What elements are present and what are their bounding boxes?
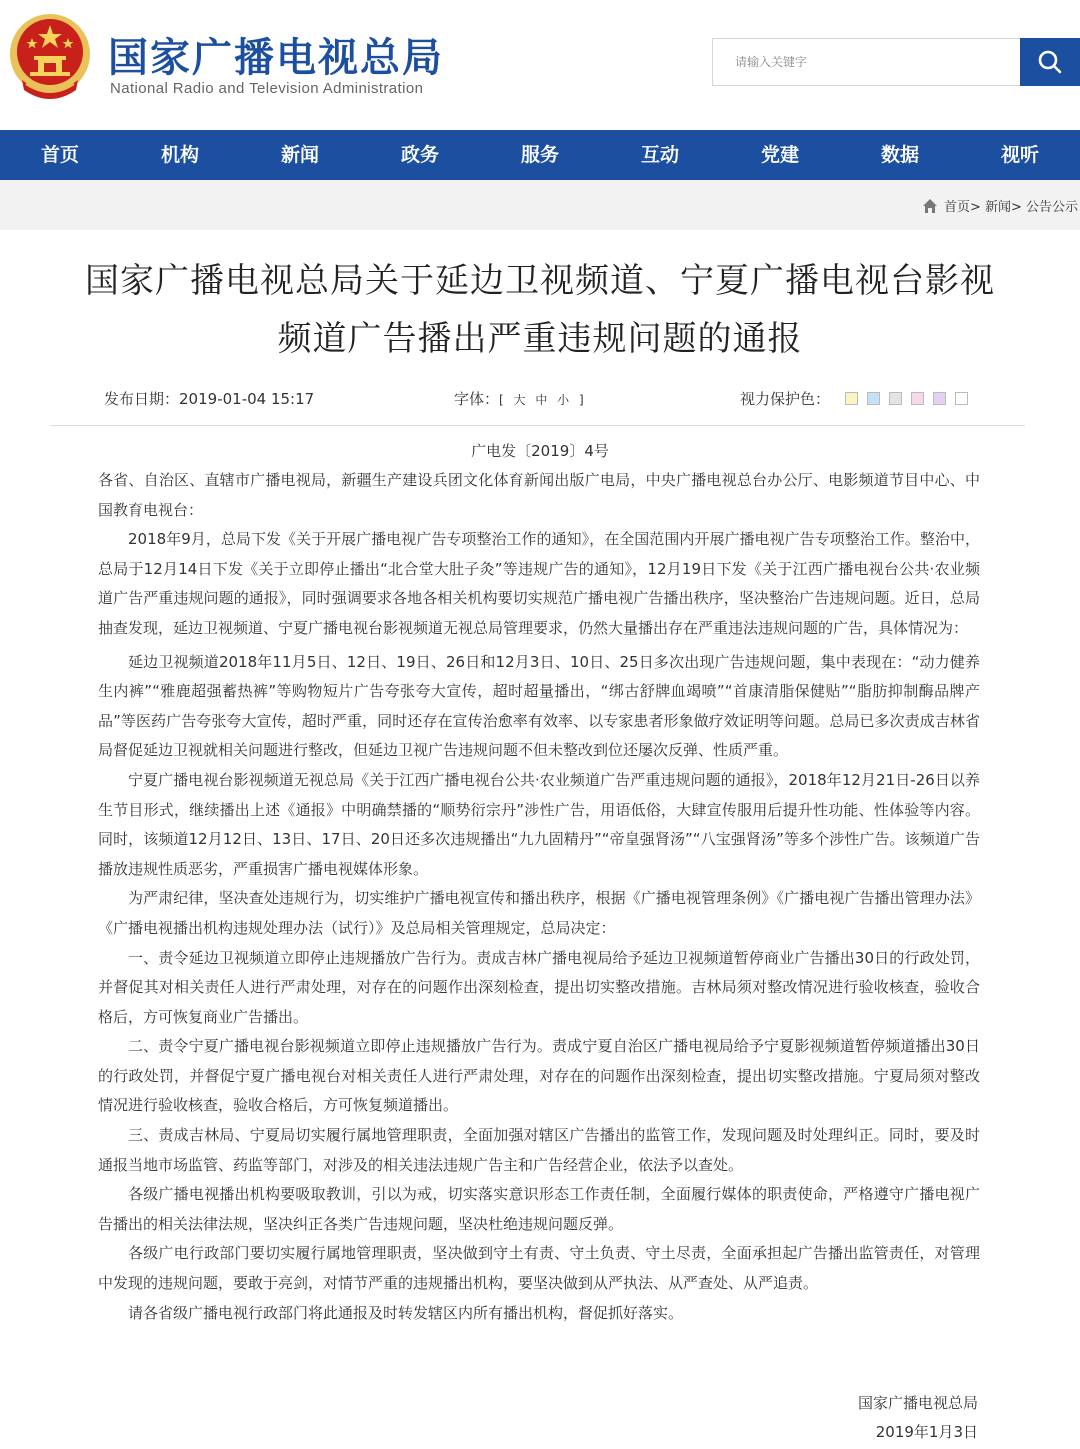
signature-organization: 国家广播电视总局 xyxy=(857,1394,978,1412)
article-title xyxy=(40,252,1040,368)
paragraph: 请各省级广播电视行政部门将此通报及时转发辖区内所有播出机构，督促抓好落实。 xyxy=(128,1303,684,1322)
swatch-purple[interactable] xyxy=(933,392,946,405)
breadcrumb-text[interactable]: 首页> 新闻> 公告公示 xyxy=(943,200,1078,215)
site-header xyxy=(0,0,1080,130)
publish-date-value: 2019-01-04 15:17 xyxy=(179,390,315,408)
article-body xyxy=(98,466,980,1328)
national-emblem-icon[interactable] xyxy=(8,10,92,106)
eye-protection-label: 视力保护色： xyxy=(740,390,831,408)
document-number: 广电发〔2019〕4号 xyxy=(471,442,609,460)
swatch-white[interactable] xyxy=(955,392,968,405)
publish-date xyxy=(104,388,314,409)
nav-item-interaction[interactable]: 互动 xyxy=(640,144,679,166)
nav-item-data[interactable]: 数据 xyxy=(880,144,919,166)
swatch-yellow[interactable] xyxy=(845,392,858,405)
paragraph: 各级广电行政部门要切实履行属地管理职责，坚决做到守土有责、守土负责、守土尽责，全面承担起广告播出监管责任，对管理中发现的违规问题，要敢于亮剑，对情节严重的违规播出机构，要坚决做到从严执法、从严查处、从严追责。 xyxy=(98,1244,980,1293)
paragraph: 三、责成吉林局、宁夏局切实履行属地管理职责，全面加强对辖区广告播出的监管工作，发现问题及时处理纠正。同时，要及时通报当地市场监管、药监等部门，对涉及的相关违法违规广告主和广告经营企业，依法予以查处。 xyxy=(98,1126,980,1174)
paragraph: 延边卫视频道2018年11月5日、12日、19日、26日和12月3日、10日、25日多次出现广告违规问题，集中表现在：“动力健养生内裤”“雅鹿超强蓄热裤”等购物短片广告夸张夸大宣传，超时超量播出，“绑古舒牌血竭喷”“首康清脂保健贴”“脂肪抑制酶品牌产品”等医药广告夸张夸大宣传，超时严重，同时还存在宣传治愈率有效率、以专家患者形象做疗效证明等问题。总局已多次责成吉林省局督促延边卫视就相关问题进行整改，但延边卫视广告违规问题不但未整改到位还屡次反弹、性质严重。 xyxy=(98,652,980,760)
search-button[interactable] xyxy=(1020,38,1080,86)
nav-item-services[interactable]: 服务 xyxy=(520,144,559,166)
divider xyxy=(50,425,1025,426)
swatch-gray[interactable] xyxy=(889,392,902,405)
paragraph: 宁夏广播电视台影视频道无视总局《关于江西广播电视台公共·农业频道广告严重违规问题的通报》，2018年12月21日-26日以养生节目形式，继续播出上述《通报》中明确禁播的“顺势衍宗丹”涉性广告，用语低俗，大肆宣传服用后提升性功能、性体验等内容。同时，该频道12月12日、13日、17日、20日还多次违规播出“九九固精丹”“帝皇强肾汤”“八宝强肾汤”等多个涉性广告。该频道广告播放违规性质恶劣，严重损害广播电视媒体形象。 xyxy=(98,770,980,878)
home-icon xyxy=(922,198,938,214)
nav-item-organization[interactable]: 机构 xyxy=(160,144,199,166)
paragraph: 各级广播电视播出机构要吸取教训，引以为戒，切实落实意识形态工作责任制，全面履行媒体的职责使命，严格遵守广播电视广告播出的相关法律法规，坚决纠正各类广告违规问题，坚决杜绝违规问题反弹。 xyxy=(98,1185,980,1233)
nav-item-audiovisual[interactable]: 视听 xyxy=(1000,144,1039,166)
nav-item-party-building[interactable]: 党建 xyxy=(760,144,799,166)
font-size-options[interactable]: [ 大 中 小 ] xyxy=(499,393,587,407)
nav-item-home[interactable]: 首页 xyxy=(40,144,79,166)
article-title-line-1: 国家广播电视总局关于延边卫视频道、宁夏广播电视台影视 xyxy=(85,261,995,301)
color-swatches xyxy=(836,392,968,405)
site-subtitle: National Radio and Television Administration xyxy=(110,80,424,97)
main-nav xyxy=(0,130,1080,180)
swatch-blue[interactable] xyxy=(867,392,880,405)
search-input[interactable] xyxy=(733,39,1017,85)
font-size-control xyxy=(454,388,587,409)
breadcrumb xyxy=(922,196,1078,215)
article-title-line-2: 频道广告播出严重违规问题的通报 xyxy=(277,319,803,359)
swatch-pink[interactable] xyxy=(911,392,924,405)
search-box xyxy=(712,38,1020,86)
publish-date-label: 发布日期： xyxy=(104,390,180,408)
salutation: 各省、自治区、直辖市广播电视局，新疆生产建设兵团文化体育新闻出版广电局，中央广播电视总台办公厅、电影频道节目中心、中国教育电视台： xyxy=(98,471,980,519)
eye-protection-colors xyxy=(740,388,968,409)
site-title[interactable]: 国家广播电视总局 xyxy=(108,35,444,81)
paragraph: 二、责令宁夏广播电视台影视频道立即停止违规播放广告行为。责成宁夏自治区广播电视局给予宁夏影视频道暂停频道播出30日的行政处罚，并督促宁夏广播电视台对相关责任人进行严肃处理，对存在的问题作出深刻检查，提出切实整改措施。宁夏局须对整改情况进行验收核查，验收合格后，方可恢复频道播出。 xyxy=(98,1037,980,1115)
font-size-label: 字体： xyxy=(454,390,500,408)
nav-item-government-affairs[interactable]: 政务 xyxy=(400,144,439,166)
paragraph: 一、责令延边卫视频道立即停止违规播放广告行为。责成吉林广播电视局给予延边卫视频道暂停商业广告播出30日的行政处罚，并督促其对相关责任人进行严肃处理，对存在的问题作出深刻检查，提出切实整改措施。吉林局须对整改情况进行验收核查，验收合格后，方可恢复商业广告播出。 xyxy=(98,948,980,1026)
paragraph: 2018年9月，总局下发《关于开展广播电视广告专项整治工作的通知》，在全国范围内开展广播电视广告专项整治工作。整治中，总局于12月14日下发《关于立即停止播出“北合堂大肚子灸”等违规广告的通知》，12月19日下发《关于江西广播电视台公共·农业频道广告严重违规问题的通报》，同时强调要求各地各相关机构要切实规范广播电视广告播出秩序，坚决整治广告违规问题。近日，总局抽查发现，延边卫视频道、宁夏广播电视台影视频道无视总局管理要求，仍然大量播出存在严重违法违规问题的广告，具体情况为： xyxy=(98,530,980,637)
paragraph: 为严肃纪律，坚决查处违规行为，切实维护广播电视宣传和播出秩序，根据《广播电视管理条例》《广播电视广告播出管理办法》《广播电视播出机构违规处理办法（试行）》及总局相关管理规定，总局决定： xyxy=(98,889,980,937)
search-icon xyxy=(1037,49,1063,75)
breadcrumb-bar xyxy=(0,180,1080,230)
nav-item-news[interactable]: 新闻 xyxy=(280,144,319,166)
signature-date: 2019年1月3日 xyxy=(875,1423,978,1441)
